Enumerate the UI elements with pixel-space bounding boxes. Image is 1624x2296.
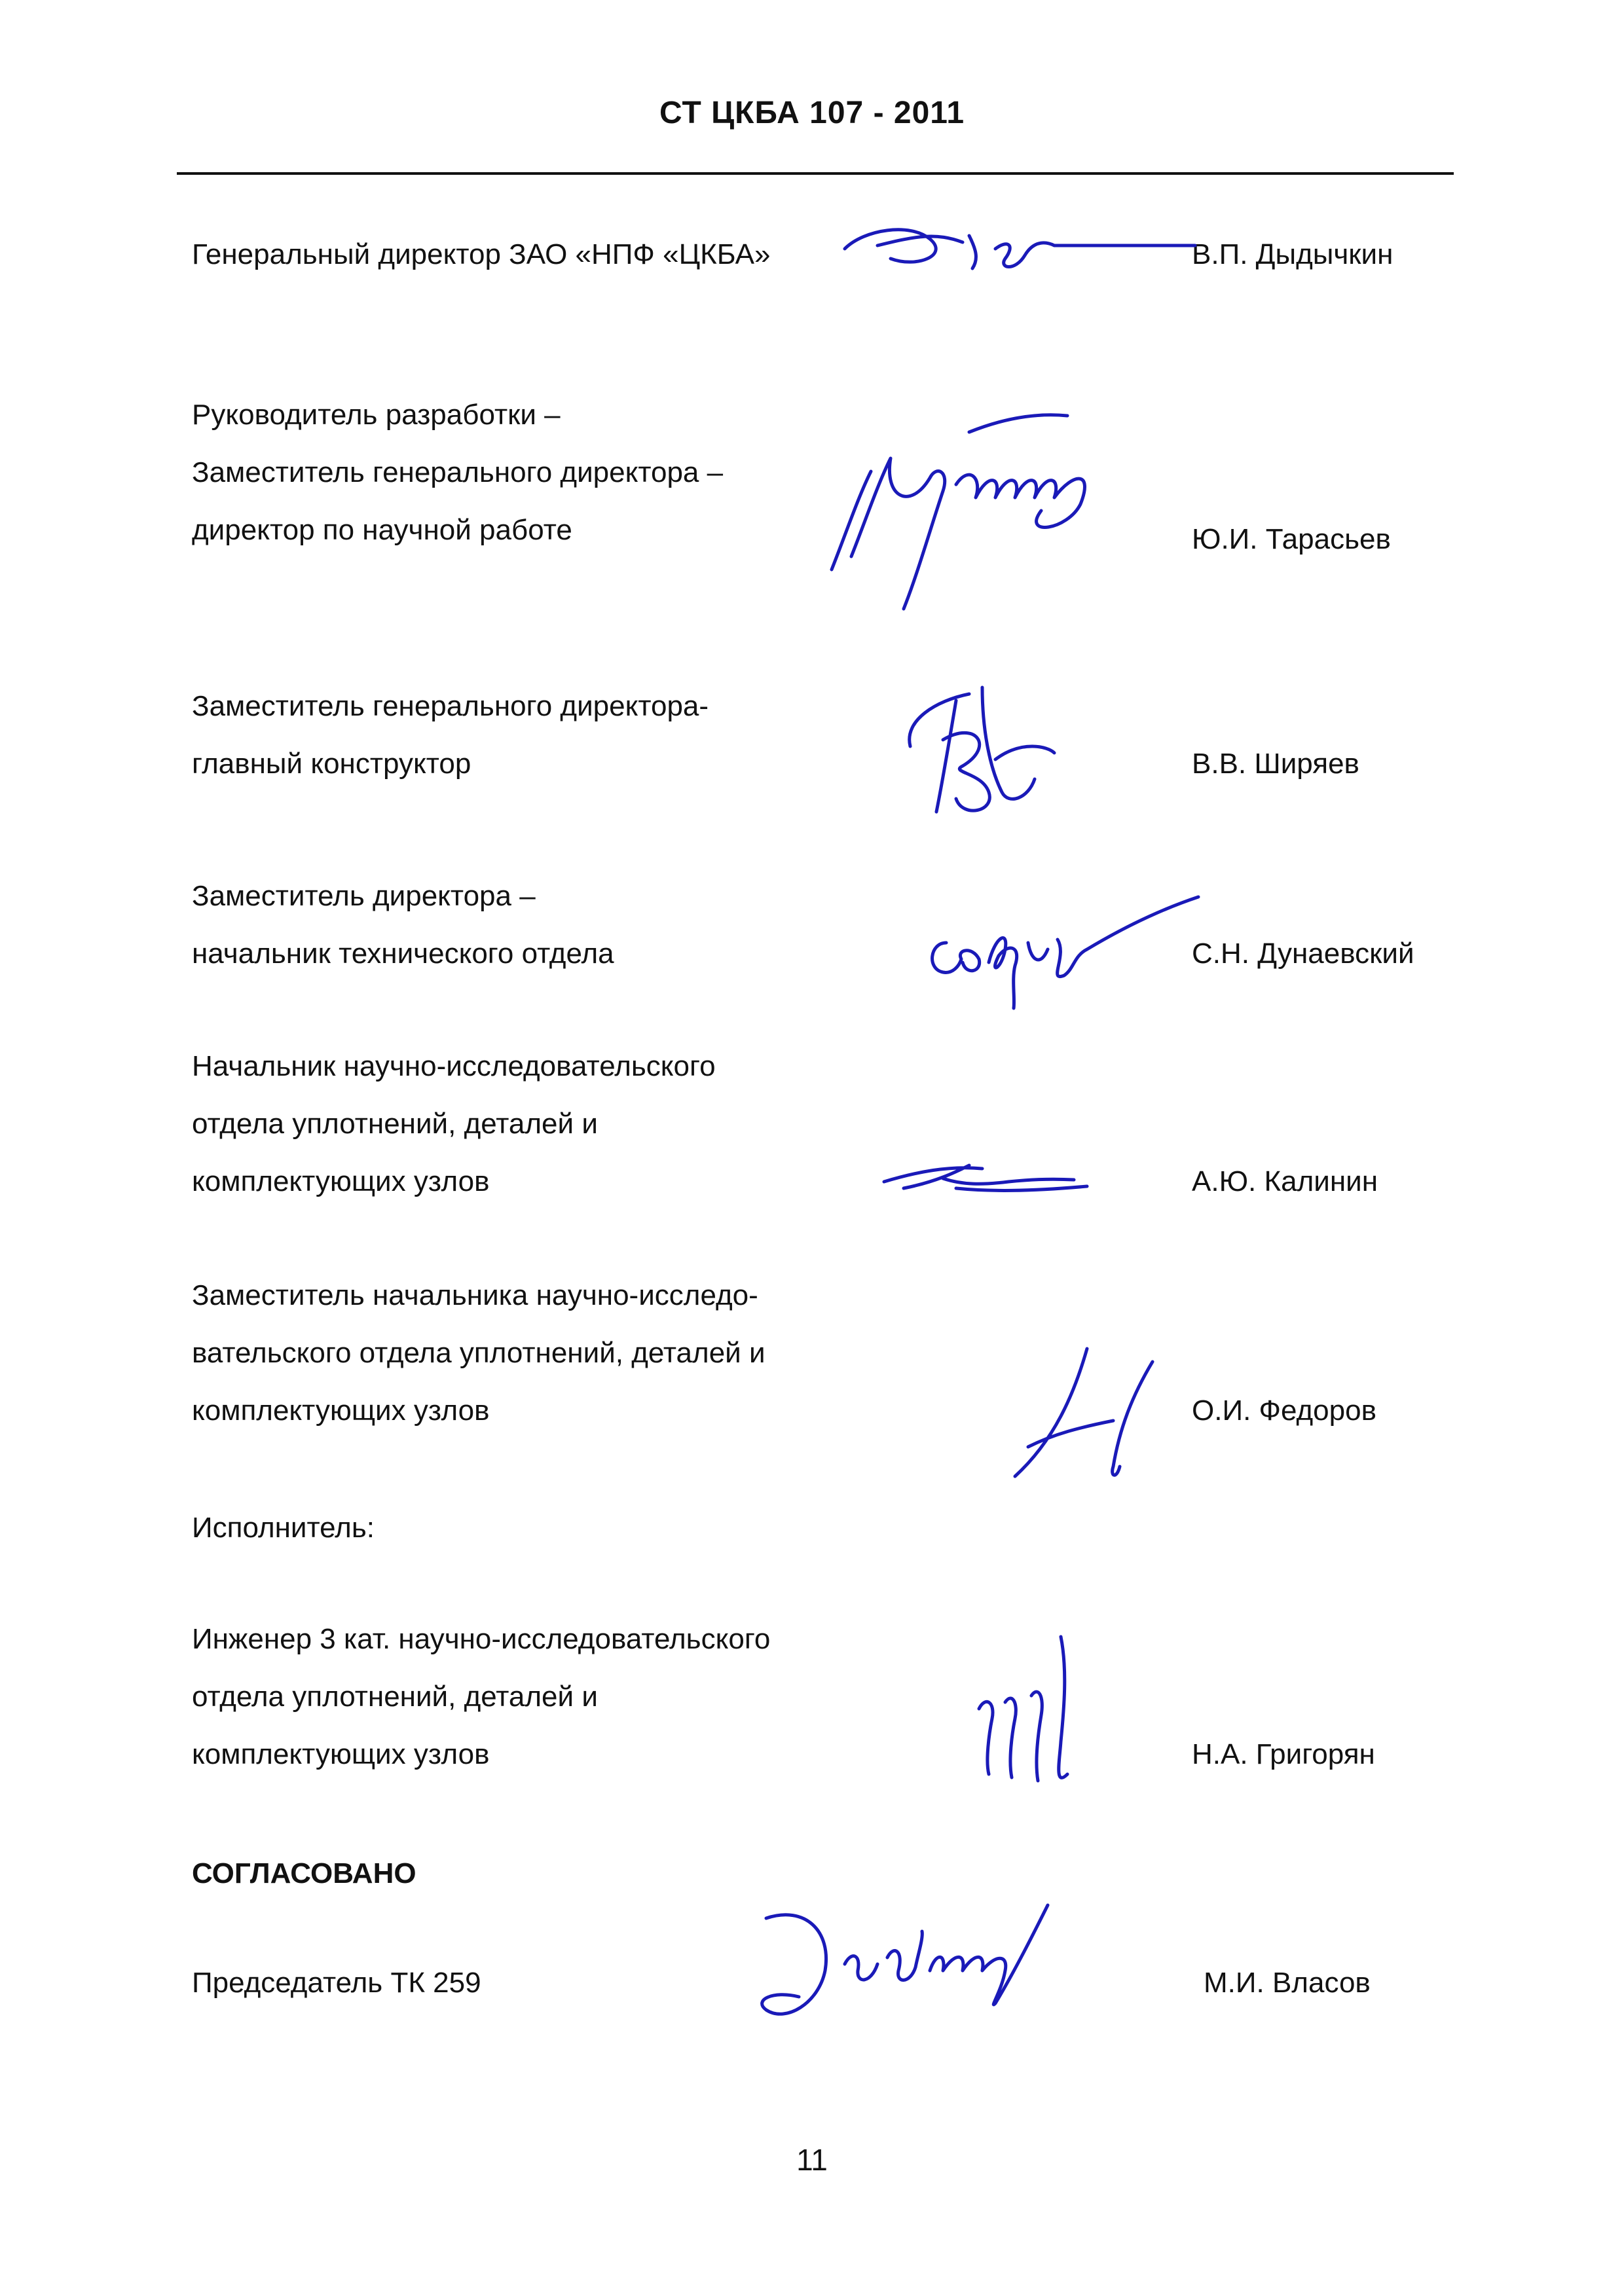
signatory-6-role-line-1: Заместитель начальника научно-исследо- [192,1279,758,1311]
signature-dydychkin [838,210,1205,282]
header-divider [177,172,1454,175]
signatory-1-name: В.П. Дыдычкин [1192,238,1393,270]
executor-name: Н.А. Григорян [1192,1738,1375,1770]
signatory-5-role-line-1: Начальник научно-исследовательского [192,1050,716,1082]
approval-name: М.И. Власов [1204,1967,1371,1999]
signature-tarasev [805,406,1146,622]
signatory-3-role-line-2: главный конструктор [192,748,471,780]
signatory-6-role-line-3: комплектующих узлов [192,1394,490,1427]
approval-heading: СОГЛАСОВАНО [192,1857,416,1889]
signatory-2-role-line-3: директор по научной работе [192,514,572,546]
signatory-6-role-line-2: вательского отдела уплотнений, деталей и [192,1337,766,1369]
signatory-2-role-line-1: Руководитель разработки – [192,399,561,431]
signatory-5-role-line-2: отдела уплотнений, деталей и [192,1108,598,1140]
signature-fedorov [1002,1336,1185,1486]
approval-role: Председатель ТК 259 [192,1967,481,1999]
signatory-4-role-line-1: Заместитель директора – [192,880,536,912]
executor-role-line-1: Инженер 3 кат. научно-исследовательского [192,1623,771,1655]
signatory-5-role-line-3: комплектующих узлов [192,1165,490,1197]
signature-grigoryan [969,1630,1100,1794]
signature-vlasov [747,1892,1054,2030]
signature-dunaevsky [917,884,1205,1015]
signatory-4-role-line-2: начальник технического отдела [192,938,614,970]
signatory-5-name: А.Ю. Калинин [1192,1165,1378,1197]
signatory-2-name: Ю.И. Тарасьев [1192,523,1391,555]
signatory-1-role-line-1: Генеральный директор ЗАО «НПФ «ЦКБА» [192,238,771,270]
executor-role-line-3: комплектующих узлов [192,1738,490,1770]
page-number: 11 [796,2143,828,2177]
signatory-4-name: С.Н. Дунаевский [1192,938,1414,970]
document-header-title: СТ ЦКБА 107 - 2011 [659,96,965,130]
signatory-3-role-line-1: Заместитель генерального директора- [192,690,709,722]
signatory-2-role-line-2: Заместитель генерального директора – [192,456,724,488]
signature-kalinin [877,1152,1094,1205]
signature-shiryaev [897,674,1067,825]
signatory-3-name: В.В. Ширяев [1192,748,1359,780]
signatory-6-name: О.И. Федоров [1192,1394,1376,1427]
executor-role-line-2: отдела уплотнений, деталей и [192,1681,598,1713]
executor-heading: Исполнитель: [192,1512,375,1544]
